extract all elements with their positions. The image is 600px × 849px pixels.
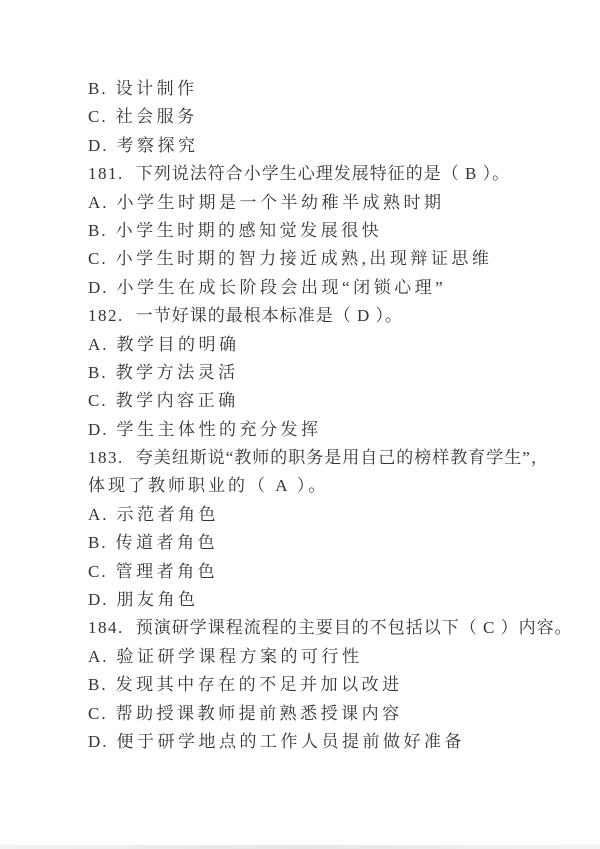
option-text: 验证研学课程方案的可行性 (116, 646, 363, 666)
option-text: 考察探究 (116, 135, 199, 155)
option-line (88, 103, 574, 131)
question-text: 夸美纽斯说“教师的职务是用自己的榜样教育学生”， (135, 448, 549, 468)
option-text: 帮助授课教师提前熟悉授课内容 (115, 703, 403, 723)
option-text: 发现其中存在的不足并加以改进 (115, 675, 403, 695)
option-line (88, 331, 574, 359)
question-text: 下列说法符合小学生心理发展特征的是（ B ）。 (135, 164, 511, 184)
question-text-continued: 体现了教师职业的（ A ）。 (88, 476, 329, 496)
option-text: 便于研学地点的工作人员提前做好准备 (116, 731, 466, 751)
option-line (88, 189, 574, 217)
option-line (88, 416, 574, 444)
option-label: C. (88, 561, 108, 581)
option-text: 教学目的明确 (116, 334, 240, 354)
option-text: 小学生时期的智力接近成熟,出现辩证思维 (115, 249, 493, 269)
scan-artifact (0, 845, 600, 849)
option-line (88, 132, 574, 160)
option-line (88, 217, 574, 245)
option-label: D. (88, 731, 109, 751)
option-label: B. (88, 79, 108, 98)
option-line (88, 586, 574, 614)
option-label: B. (88, 362, 108, 382)
question-number: 181. (88, 164, 124, 184)
option-label: B. (88, 675, 108, 695)
option-text: 传道者角色 (115, 533, 219, 553)
option-line (88, 245, 574, 273)
option-line (88, 700, 574, 728)
option-line (88, 359, 574, 387)
option-label: A. (88, 504, 109, 524)
option-line (88, 274, 574, 302)
option-label: C. (88, 249, 108, 269)
option-text: 小学生时期的感知觉发展很快 (115, 220, 383, 240)
question-183-continuation-line (88, 472, 574, 500)
document-page (88, 75, 574, 756)
option-line (88, 671, 574, 699)
option-label: B. (88, 533, 108, 553)
question-184-line (88, 614, 574, 642)
option-text: 设计制作 (115, 79, 198, 98)
option-label: C. (88, 703, 108, 723)
question-text: 一节好课的最根本标准是（ D ）。 (135, 306, 404, 326)
option-line (88, 558, 574, 586)
option-text: 教学内容正确 (115, 391, 239, 411)
option-text: 小学生在成长阶段会出现“闭锁心理” (116, 277, 447, 297)
option-label: A. (88, 334, 109, 354)
question-number: 182. (88, 306, 124, 326)
option-text: 学生主体性的充分发挥 (116, 419, 322, 439)
option-text: 示范者角色 (116, 504, 220, 524)
option-text: 管理者角色 (115, 561, 219, 581)
option-text: 教学方法灵活 (115, 362, 239, 382)
option-line (88, 501, 574, 529)
question-number: 184. (88, 618, 124, 638)
question-182-line (88, 302, 574, 330)
option-label: B. (88, 220, 108, 240)
option-text: 朋友角色 (116, 590, 199, 610)
option-label: D. (88, 135, 109, 155)
option-line (88, 529, 574, 557)
option-text: 小学生时期是一个半幼稚半成熟时期 (116, 192, 445, 212)
option-label: C. (88, 391, 108, 411)
option-line (88, 728, 574, 756)
option-label: D. (88, 419, 109, 439)
option-label: D. (88, 590, 109, 610)
question-number: 183. (88, 448, 124, 468)
option-text: 社会服务 (115, 107, 198, 127)
option-label: C. (88, 107, 108, 127)
option-label: A. (88, 192, 109, 212)
option-line (88, 75, 574, 103)
option-line (88, 387, 574, 415)
question-181-line (88, 160, 574, 188)
option-line (88, 643, 574, 671)
question-text: 预演研学课程流程的主要目的不包括以下（ C ）内容。 (135, 618, 573, 638)
option-label: A. (88, 646, 109, 666)
question-183-line (88, 444, 574, 472)
option-label: D. (88, 277, 109, 297)
